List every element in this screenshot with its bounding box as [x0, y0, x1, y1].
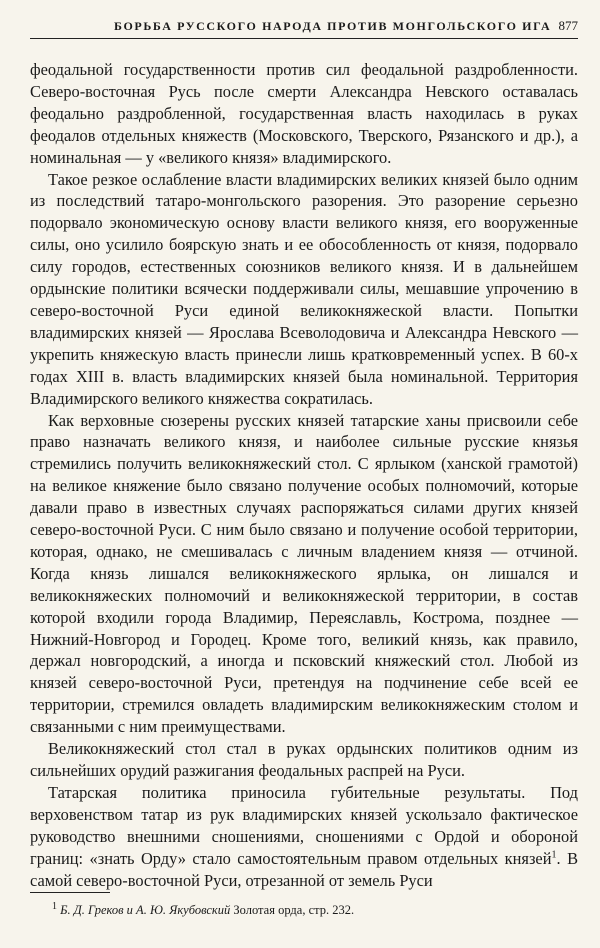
footnote — [52, 902, 572, 918]
header-title: БОРЬБА РУССКОГО НАРОДА ПРОТИВ МОНГОЛЬСКОГО ИГА — [114, 19, 552, 33]
footnote-authors: Б. Д. Греков и А. Ю. Якубовский — [60, 903, 231, 917]
running-header — [30, 14, 578, 39]
paragraph-1: феодальной государственности против сил феодальной раздробленности. Северо-восточная Русь после смерти Александра Невского оставалась феодально раздробленной, государственная власть находилась в руках феодалов отдельных княжеств (Московского, Тверского, Рязанского и др.), а номинальная — у «великого князя» владимирского. — [30, 60, 578, 167]
paragraph-3: Как верховные сюзерены русских князей татарские ханы присвоили себе право назначать великого князя, и наиболее сильные русские князья стремились получить великокняжеский стол. С ярлыком (ханской грамотой) на великое княжение было связано получение особых полномочий, которые давали право в известных случаях распоряжаться силами других князей северо-восточной Руси. С ним было связано и получение особой территории, которая, однако, не смешивалась с личным владением князя — отчиной. Когда князь лишался великокняжеского ярлыка, он лишался и великокняжеских полномочий и великокняжеской территории, в состав которой входили города Владимир, Переяславль, Кострома, позднее — Нижний-Новгород и Городец. Кроме того, великий князь, как правило, держал новгородский, а иногда и псковский княжеский стол. Любой из князей северо-восточной Руси, претендуя на подчинение себе всей ее территории, стремился овладеть владимирским великокняжеским столом и связанными с ним преимуществами. — [30, 410, 578, 737]
footnote-marker[interactable]: 1 — [551, 849, 557, 861]
paragraph-2: Такое резкое ослабление власти владимирских великих князей было одним из последствий татаро-монгольского разорения. Это разорение серьезно подорвало экономическую основу власти великого князя, его вооруженные силы, оно усилило боярскую знать и ее обособленность от князя, подорвало силу городов, естественных союзников великого князя. И в дальнейшем ордынские политики всячески поддерживали силы, мешавшие упрочению в северо-восточной Руси единой великокняжеской власти. Попытки владимирских князей — Ярослава Всеволодовича и Александра Невского — укрепить княжескую власть принесли лишь кратковременный успех. В 60-х годах XIII в. власть владимирских князей была номинальной. Территория Владимирского великого княжества сократилась. — [30, 169, 578, 408]
footnote-number: 1 — [52, 900, 57, 912]
paragraph-5-text: Татарская политика приносила губительные результаты. Под верховенством татар из рук владимирских князей ускользало фактическое руководство внешними сношениями, сношениями с Ордой и обороной границ: «знать Орду» стало самостоятельным правом отдельных князей — [30, 782, 578, 868]
body-text — [30, 59, 578, 891]
footnote-source: Золотая орда, стр. 232. — [233, 903, 355, 917]
footnote-divider — [30, 892, 110, 893]
paragraph-4: Великокняжеский стол стал в руках ордынских политиков одним из сильнейших орудий разжигания феодальных распрей на Руси. — [30, 739, 578, 780]
paragraph-5-continuation: В самой северо-восточной Руси, отрезанной от земель Руси — [30, 848, 578, 890]
paragraph-5: Татарская политика приносила губительные результаты. Под верховенством татар из рук владимирских князей ускользало фактическое руководство внешними сношениями, сношениями с Ордой и обороной границ: «знать Орду» стало самостоятельным правом отдельных князей$^1$. В самой северо-восточной Руси, отрезанной от земель Руси — [30, 782, 578, 890]
page-number: 877 — [558, 18, 578, 33]
